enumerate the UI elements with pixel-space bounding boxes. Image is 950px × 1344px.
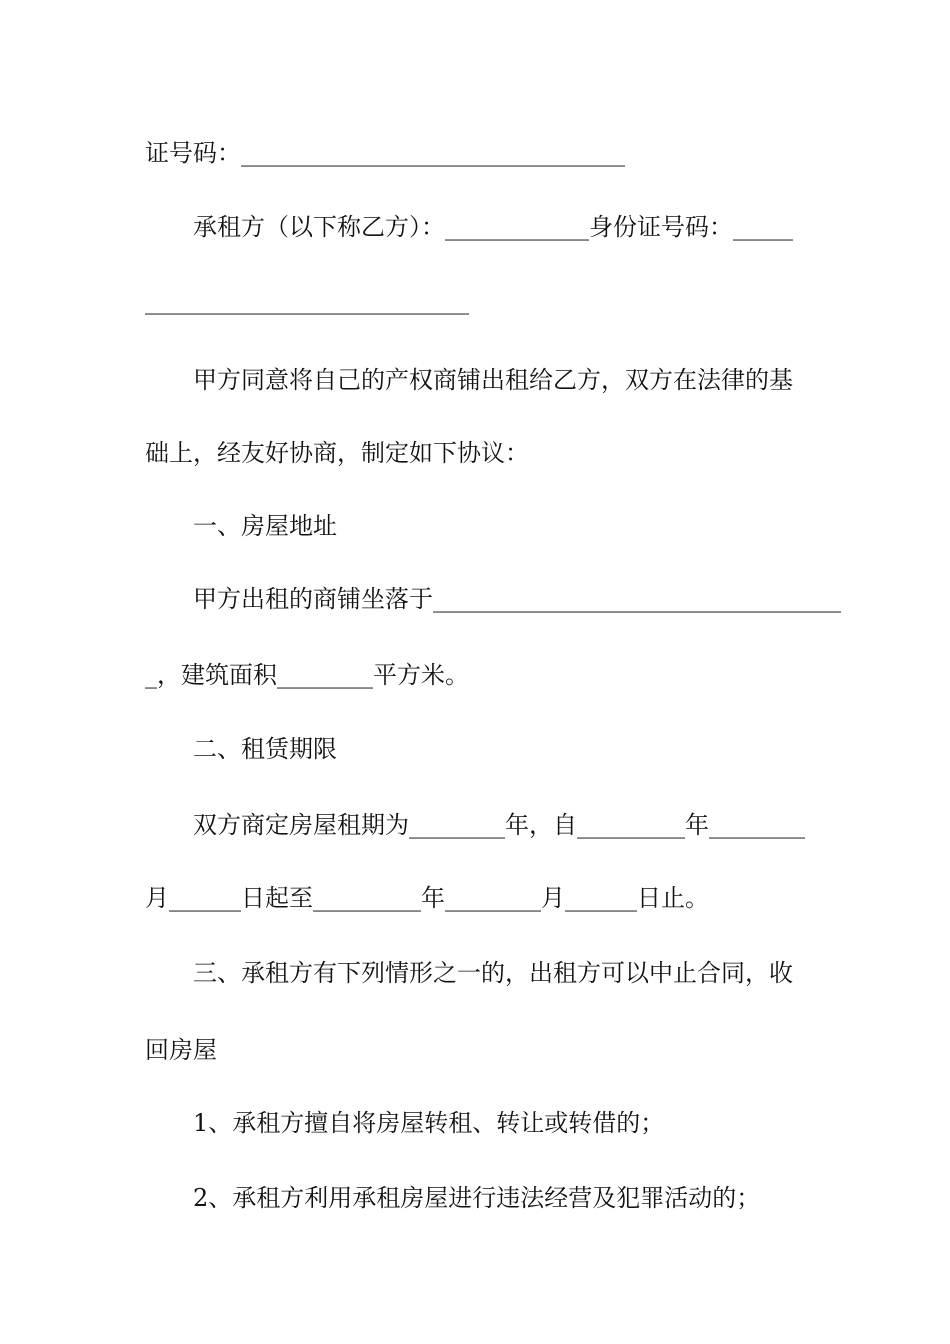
id-number-line: 证号码：________________________________ (145, 139, 625, 167)
section-heading-address: 一、房屋地址 (193, 512, 337, 540)
section-heading-term: 二、租赁期限 (193, 735, 337, 763)
term-paragraph-line-2: 月______日起至_________年________月______日止。 (145, 884, 709, 912)
section-heading-termination-line-2: 回房屋 (145, 1036, 217, 1064)
termination-item-1: 1、承租方擅自将房屋转租、转让或转借的； (193, 1109, 665, 1137)
lessee-line: 承租方（以下称乙方）：____________身份证号码：_____ (193, 213, 793, 241)
section-heading-termination-line-1: 三、承租方有下列情形之一的，出租方可以中止合同，收 (193, 959, 793, 987)
termination-item-2: 2、承租方利用承租房屋进行违法经营及犯罪活动的； (193, 1184, 761, 1212)
agreement-paragraph-line-1: 甲方同意将自己的产权商铺出租给乙方，双方在法律的基 (193, 366, 793, 394)
address-paragraph-line-2: _，建筑面积________平方米。 (145, 661, 469, 689)
agreement-paragraph-line-2: 础上，经友好协商，制定如下协议： (145, 439, 529, 467)
term-paragraph-line-1: 双方商定房屋租期为________年，自_________年________ (193, 811, 805, 839)
address-paragraph-line-1: 甲方出租的商铺坐落于__________________________________ (193, 585, 841, 613)
id-number-blank-line: ___________________________ (145, 287, 469, 315)
